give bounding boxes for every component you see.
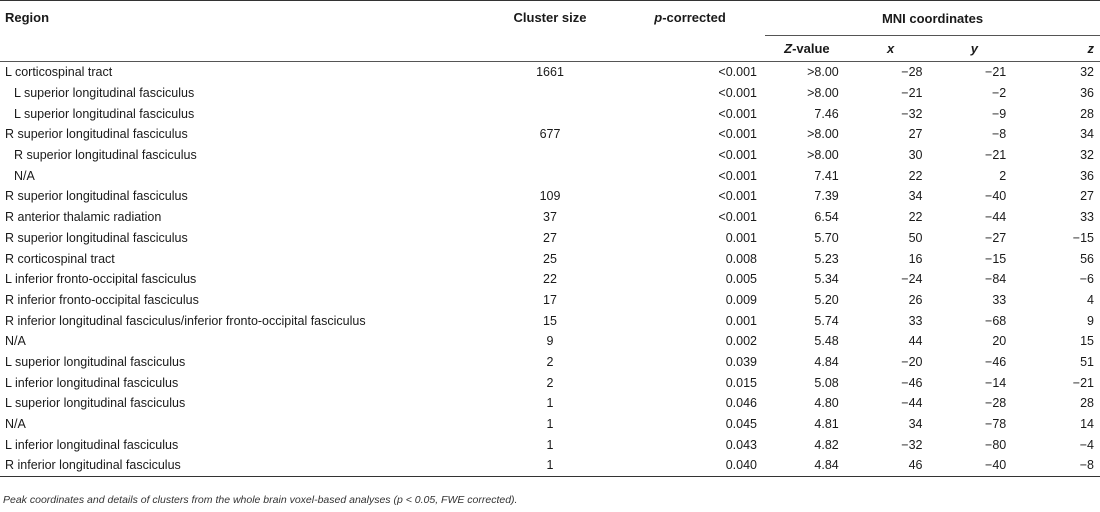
cell-cluster-size: 37 xyxy=(543,210,557,225)
table-row xyxy=(0,248,1100,269)
table-row xyxy=(0,290,1100,311)
header-p-italic: p xyxy=(654,10,663,25)
cell-cluster-size xyxy=(485,145,615,166)
table-row xyxy=(0,228,1100,249)
cell-y: −84 xyxy=(985,272,1007,287)
cell-y: 33 xyxy=(992,292,1007,307)
cell-x: 50 xyxy=(908,230,923,245)
cell-z: 36 xyxy=(1080,86,1094,101)
cell-p-corrected: 0.002 xyxy=(725,334,757,349)
cell-z-value: 7.39 xyxy=(814,189,839,204)
table-row xyxy=(0,207,1100,228)
table-row xyxy=(0,145,1100,166)
cell-p-corrected: <0.001 xyxy=(718,210,757,225)
cell-region: N/A xyxy=(5,417,26,432)
cell-y: −21 xyxy=(985,65,1007,80)
cell-y: −40 xyxy=(933,455,1017,476)
cell-y: 20 xyxy=(992,334,1007,349)
cell-z: −6 xyxy=(1079,272,1094,287)
cell-cluster-size: 17 xyxy=(543,292,557,307)
cell-x: 30 xyxy=(908,148,923,163)
cell-region: L superior longitudinal fasciculus xyxy=(14,106,195,121)
cell-cluster-size: 1 xyxy=(485,455,615,476)
cell-z-value: >8.00 xyxy=(807,148,839,163)
cell-x: −32 xyxy=(901,437,923,452)
cell-p-corrected: <0.001 xyxy=(718,168,757,183)
header-z-italic: Z xyxy=(784,41,793,56)
cell-z: 34 xyxy=(1080,127,1094,142)
cell-x: −24 xyxy=(901,272,923,287)
cell-cluster-size: 9 xyxy=(546,334,554,349)
cell-x: −28 xyxy=(901,65,923,80)
cell-region: R superior longitudinal fasciculus xyxy=(5,127,188,142)
cell-y: −40 xyxy=(985,189,1007,204)
cell-z-value: 5.23 xyxy=(814,251,839,266)
header-p-suffix: -corrected xyxy=(662,10,726,25)
cell-region: N/A xyxy=(5,334,26,349)
cell-region: L inferior fronto-occipital fasciculus xyxy=(5,272,197,287)
cell-cluster-size: 22 xyxy=(543,272,557,287)
cell-z: 4 xyxy=(1087,292,1094,307)
cell-region: R inferior longitudinal fasciculus/inferior fronto-occipital fasciculus xyxy=(5,313,366,328)
cell-y: −8 xyxy=(991,127,1007,142)
cell-y: −28 xyxy=(985,396,1007,411)
cell-cluster-size: 677 xyxy=(539,127,561,142)
cell-y: −68 xyxy=(985,313,1007,328)
cell-z-value: 5.74 xyxy=(814,313,839,328)
header-z xyxy=(1016,36,1100,62)
header-y xyxy=(933,36,1017,62)
cell-region: L inferior longitudinal fasciculus xyxy=(5,375,179,390)
cell-cluster-size: 109 xyxy=(539,189,561,204)
cell-x: −21 xyxy=(901,86,923,101)
cell-region: L superior longitudinal fasciculus xyxy=(5,396,186,411)
cell-cluster-size xyxy=(485,165,615,186)
cell-cluster-size xyxy=(485,103,615,124)
cell-z: 33 xyxy=(1080,210,1094,225)
cell-cluster-size: 15 xyxy=(543,313,557,328)
cell-z: 14 xyxy=(1080,417,1094,432)
cell-y: −2 xyxy=(991,86,1007,101)
header-mni-coordinates: MNI coordinates xyxy=(765,1,1100,36)
cell-z: 51 xyxy=(1080,354,1094,369)
cell-p-corrected: 0.040 xyxy=(615,455,765,476)
cell-z-value: 5.48 xyxy=(814,334,839,349)
table-header xyxy=(0,1,1100,62)
cell-x: 26 xyxy=(908,292,923,307)
cell-y: −78 xyxy=(985,417,1007,432)
cell-region: R anterior thalamic radiation xyxy=(5,210,162,225)
cell-region: R inferior longitudinal fasciculus xyxy=(0,455,485,476)
cell-region: R superior longitudinal fasciculus xyxy=(14,148,197,163)
cell-z-value: 6.54 xyxy=(814,210,839,225)
table-row xyxy=(0,83,1100,104)
cell-z-value: >8.00 xyxy=(807,65,839,80)
cell-p-corrected: 0.008 xyxy=(725,251,757,266)
cell-cluster-size: 25 xyxy=(543,251,557,266)
cell-p-corrected: 0.005 xyxy=(725,272,757,287)
cell-cluster-size: 27 xyxy=(543,230,557,245)
cell-z: 15 xyxy=(1080,334,1094,349)
cell-z-value: 5.08 xyxy=(814,375,839,390)
cell-x: 46 xyxy=(849,455,933,476)
header-p-corrected xyxy=(615,1,765,62)
cell-p-corrected: <0.001 xyxy=(718,127,757,142)
cell-x: 27 xyxy=(908,127,923,142)
cell-z-value: 4.82 xyxy=(814,437,839,452)
cell-z-value: 5.70 xyxy=(814,230,839,245)
cell-p-corrected: <0.001 xyxy=(718,86,757,101)
cell-x: 34 xyxy=(908,417,923,432)
table-row xyxy=(0,352,1100,373)
cell-p-corrected: 0.045 xyxy=(725,417,757,432)
cell-x: 22 xyxy=(908,210,923,225)
cell-region: N/A xyxy=(14,168,35,183)
cell-y: −80 xyxy=(985,437,1007,452)
cell-p-corrected: 0.046 xyxy=(725,396,757,411)
cell-z-value: 4.84 xyxy=(765,455,849,476)
cell-cluster-size: 2 xyxy=(546,354,554,369)
cell-z: 32 xyxy=(1080,65,1094,80)
cell-p-corrected: 0.009 xyxy=(725,292,757,307)
cell-x: 33 xyxy=(908,313,923,328)
cell-z-value: 7.46 xyxy=(814,106,839,121)
cell-z-value: 5.34 xyxy=(814,272,839,287)
cell-region: R superior longitudinal fasciculus xyxy=(5,230,188,245)
cell-y: −9 xyxy=(991,106,1007,121)
cell-cluster-size: 1 xyxy=(546,396,554,411)
header-region: Region xyxy=(0,1,485,62)
cell-cluster-size: 1661 xyxy=(536,65,564,80)
table-row xyxy=(0,331,1100,352)
cell-z-value: 5.20 xyxy=(814,292,839,307)
cell-z-value: 4.84 xyxy=(814,354,839,369)
cell-region: L superior longitudinal fasciculus xyxy=(14,86,195,101)
cell-p-corrected: 0.001 xyxy=(725,313,757,328)
header-z-suffix: -value xyxy=(792,41,830,56)
cell-z: −8 xyxy=(1016,455,1100,476)
table-row xyxy=(0,186,1100,207)
cell-z: 28 xyxy=(1080,106,1094,121)
cell-x: −32 xyxy=(901,106,923,121)
table-row xyxy=(0,414,1100,435)
cell-y: 2 xyxy=(999,168,1007,183)
cell-z: 27 xyxy=(1080,189,1094,204)
table-row xyxy=(0,372,1100,393)
cell-z: 32 xyxy=(1080,148,1094,163)
cell-cluster-size: 1 xyxy=(546,437,554,452)
table-row xyxy=(0,455,1100,476)
cell-x: 34 xyxy=(908,189,923,204)
cell-y: −21 xyxy=(985,148,1007,163)
cell-cluster-size: 1 xyxy=(546,417,554,432)
cell-x: −44 xyxy=(901,396,923,411)
cell-z: 36 xyxy=(1080,168,1094,183)
cell-z: −4 xyxy=(1079,437,1094,452)
table-row xyxy=(0,269,1100,290)
cell-p-corrected: 0.001 xyxy=(725,230,757,245)
cell-x: 22 xyxy=(908,168,923,183)
cell-cluster-size: 2 xyxy=(546,375,554,390)
header-x xyxy=(849,36,933,62)
cell-z: 56 xyxy=(1080,251,1094,266)
cell-z: −21 xyxy=(1072,375,1094,390)
cell-z: 28 xyxy=(1080,396,1094,411)
table-row xyxy=(0,434,1100,455)
cell-z-value: 7.41 xyxy=(814,168,839,183)
cell-region: R superior longitudinal fasciculus xyxy=(5,189,188,204)
cell-z-value: >8.00 xyxy=(807,127,839,142)
cell-y: −27 xyxy=(985,230,1007,245)
table-footnote: Peak coordinates and details of clusters from the whole brain voxel-based analyses (p < 0.05, FWE corrected). xyxy=(3,494,518,506)
cell-x: −46 xyxy=(901,375,923,390)
cell-y: −44 xyxy=(985,210,1007,225)
header-y-italic: y xyxy=(970,41,978,56)
table-row xyxy=(0,165,1100,186)
header-z-value xyxy=(765,36,849,62)
cell-region: L corticospinal tract xyxy=(5,65,113,80)
table-row xyxy=(0,103,1100,124)
table-body xyxy=(0,62,1100,477)
table-row xyxy=(0,62,1100,83)
table-row xyxy=(0,393,1100,414)
header-x-italic: x xyxy=(887,41,895,56)
cell-y: −15 xyxy=(985,251,1007,266)
cell-cluster-size xyxy=(485,83,615,104)
cell-p-corrected: 0.043 xyxy=(725,437,757,452)
cell-p-corrected: 0.015 xyxy=(725,375,757,390)
cell-region: L inferior longitudinal fasciculus xyxy=(5,437,179,452)
cell-x: 16 xyxy=(908,251,923,266)
cell-x: 44 xyxy=(908,334,923,349)
cell-y: −46 xyxy=(985,354,1007,369)
cell-y: −14 xyxy=(985,375,1007,390)
cell-region: R inferior fronto-occipital fasciculus xyxy=(5,292,199,307)
cell-x: −20 xyxy=(901,354,923,369)
cell-region: L superior longitudinal fasciculus xyxy=(5,354,186,369)
cell-p-corrected: <0.001 xyxy=(718,65,757,80)
cell-z: −15 xyxy=(1072,230,1094,245)
table-row xyxy=(0,124,1100,145)
cell-p-corrected: 0.039 xyxy=(725,354,757,369)
cell-z-value: >8.00 xyxy=(807,86,839,101)
header-cluster-size: Cluster size xyxy=(485,1,615,62)
cell-region: R corticospinal tract xyxy=(5,251,115,266)
table-row xyxy=(0,310,1100,331)
cell-z: 9 xyxy=(1087,313,1094,328)
cell-p-corrected: <0.001 xyxy=(718,106,757,121)
cell-z-value: 4.80 xyxy=(814,396,839,411)
cell-p-corrected: <0.001 xyxy=(718,189,757,204)
header-z-coord-italic: z xyxy=(1087,41,1094,56)
cell-z-value: 4.81 xyxy=(814,417,839,432)
cell-p-corrected: <0.001 xyxy=(718,148,757,163)
